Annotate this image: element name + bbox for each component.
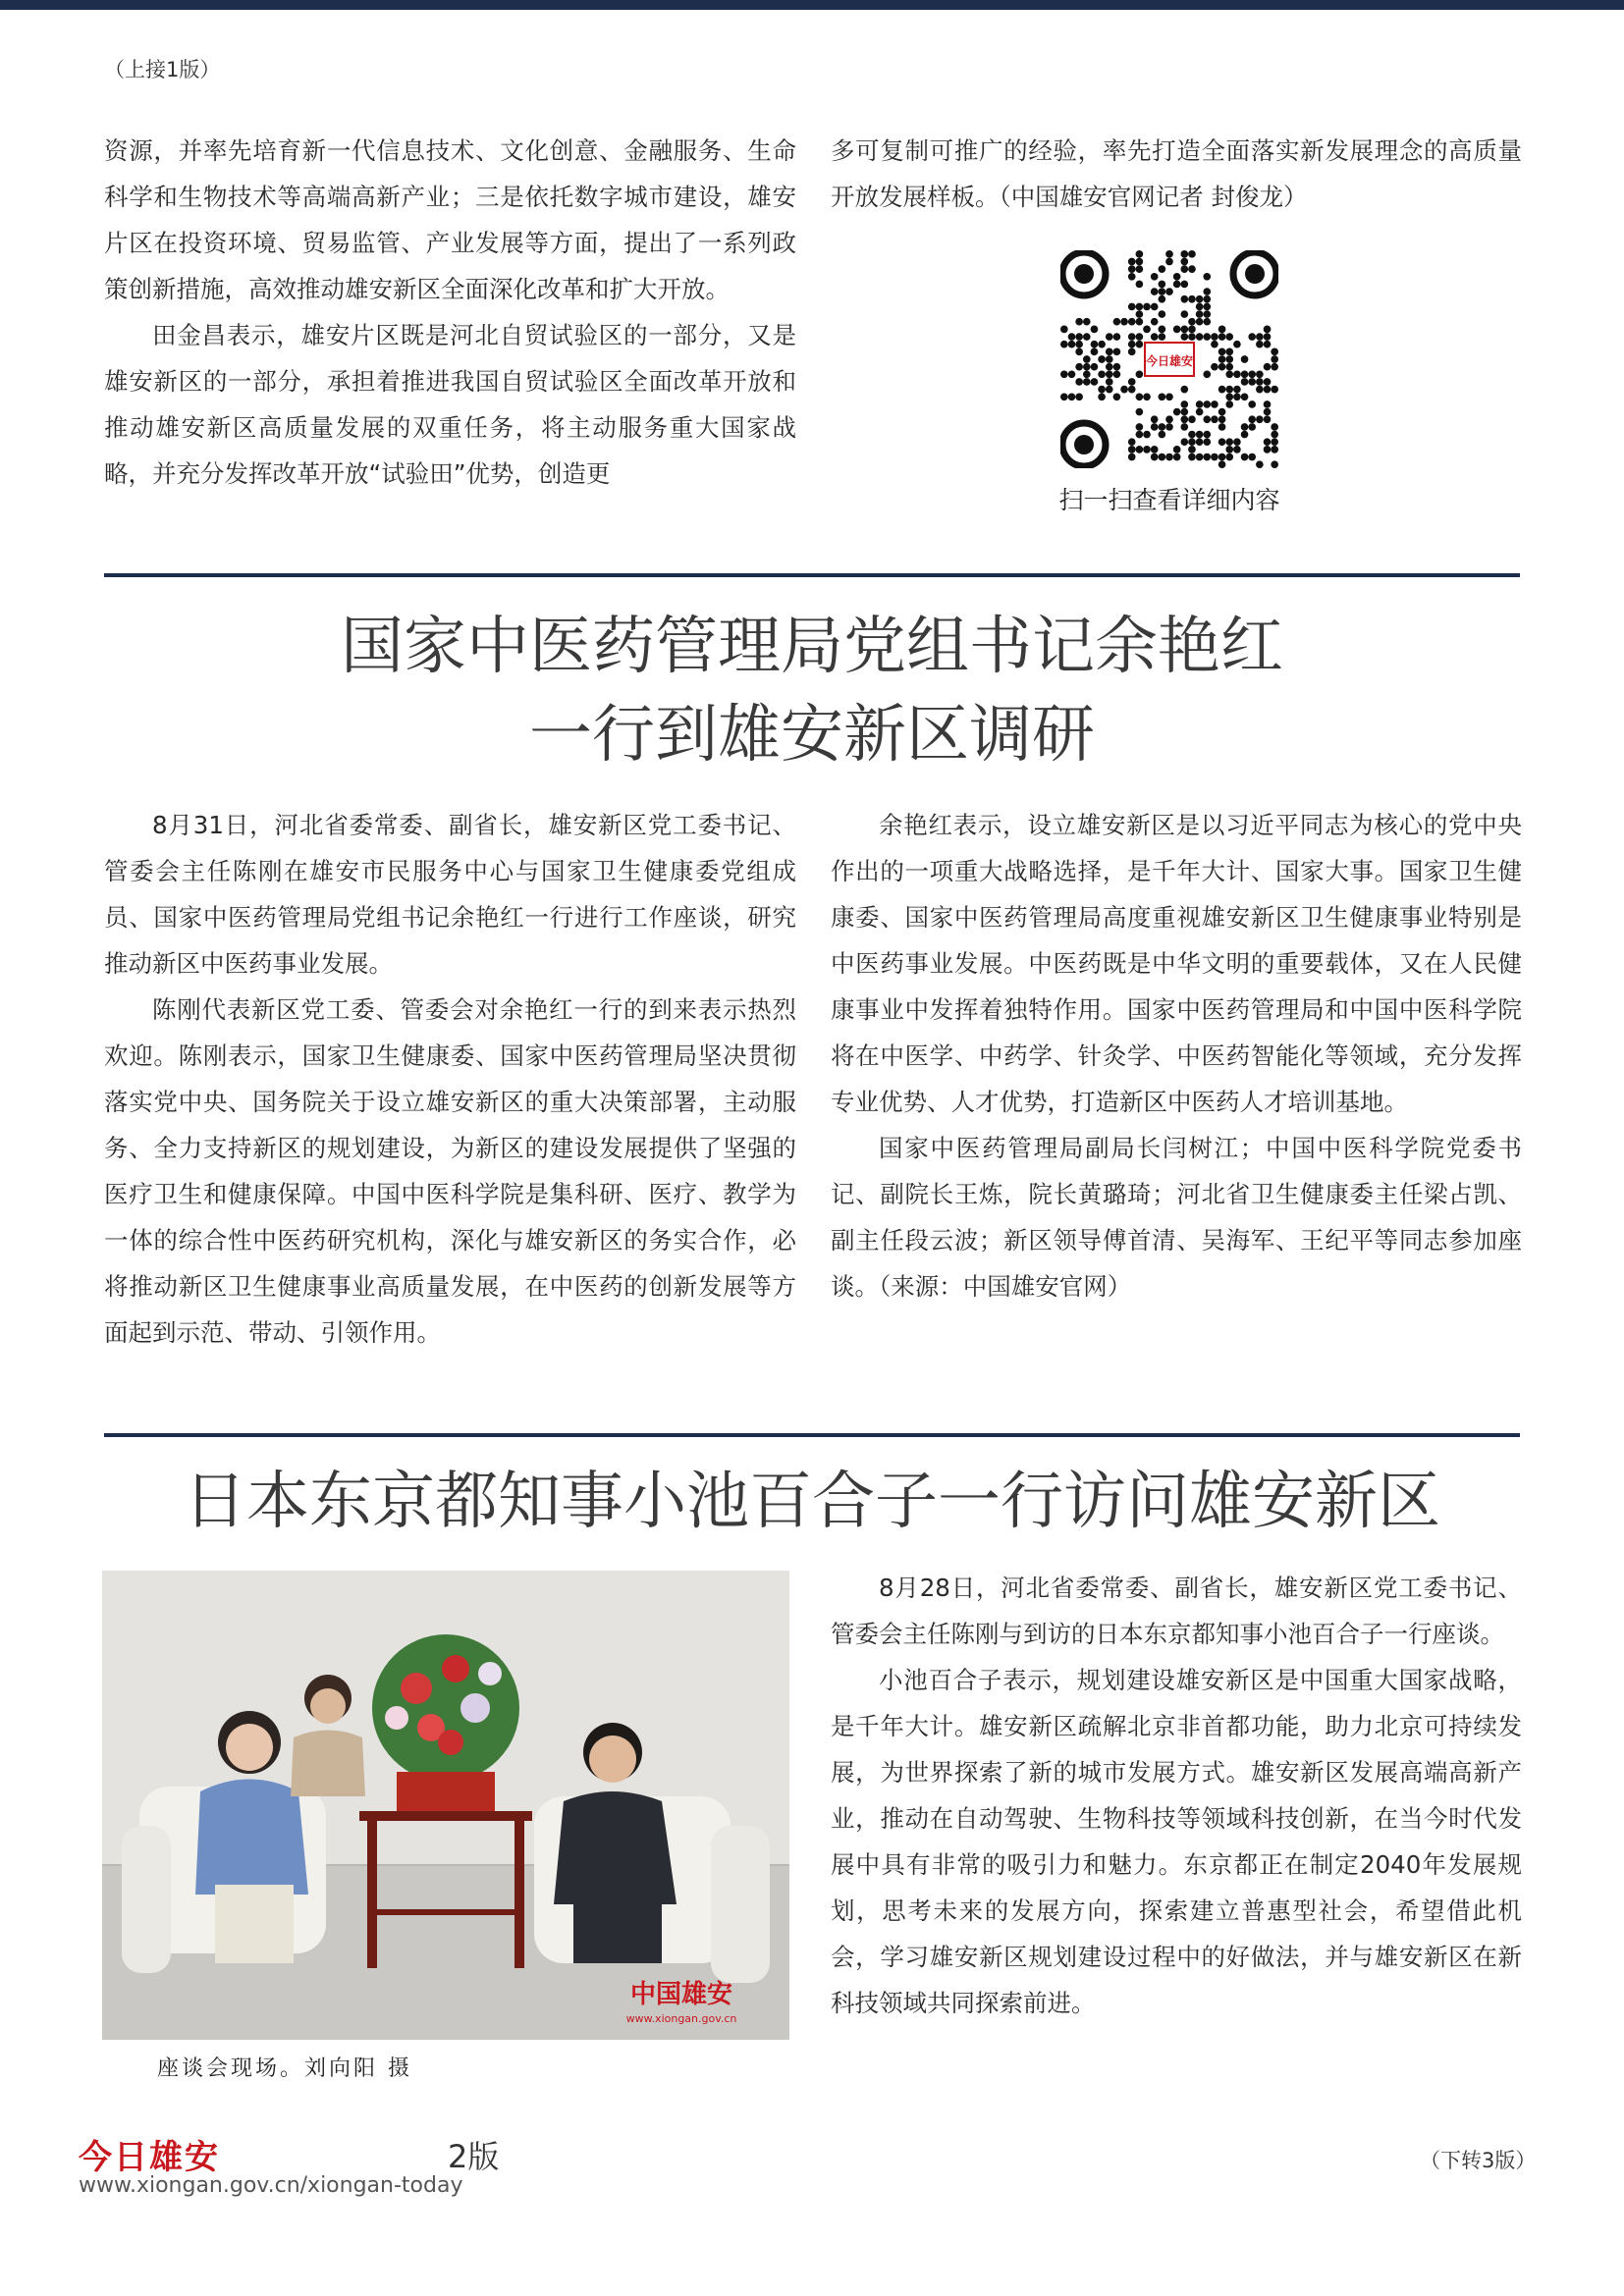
paragraph: 资源，并率先培育新一代信息技术、文化创意、金融服务、生命科学和生物技术等高端高新产业；三是依托数字城市建设，雄安片区在投资环境、贸易监管、产业发展等方面，提出了一系列政策创新措施，高效推动雄安新区全面深化改革和扩大开放。: [104, 136, 796, 303]
qr-code[interactable]: [1060, 250, 1278, 468]
meeting-photo-image: [102, 1571, 789, 2040]
photo-watermark: 中国雄安: [629, 1980, 733, 2009]
section-divider: [104, 1433, 1520, 1437]
article2-left-column: [104, 802, 796, 1356]
article3-title: 日本东京都知事小池百合子一行访问雄安新区: [184, 1466, 1440, 1538]
photo-caption: 座谈会现场。刘向阳 摄: [157, 2056, 412, 2081]
article1-right-column: [831, 128, 1522, 220]
paragraph: 余艳红表示，设立雄安新区是以习近平同志为核心的党中央作出的一项重大战略选择，是千年大计、国家大事。国家卫生健康委、国家中医药管理局高度重视雄安新区卫生健康事业特别是中医药事业发展。中医药既是中华文明的重要载体，又在人民健康事业中发挥着独特作用。国家中医药管理局和中国中医科学院将在中医学、中药学、针灸学、中医药智能化等领域，充分发挥专业优势、人才优势，打造新区中医药人才培训基地。: [831, 811, 1522, 1116]
photo-watermark-url: www.xiongan.gov.cn: [625, 2012, 737, 2025]
paragraph: 8月28日，河北省委常委、副省长，雄安新区党工委书记、管委会主任陈刚与到访的日本东京都知事小池百合子一行座谈。: [831, 1574, 1522, 1648]
footer-logo: 今日雄安: [79, 2138, 220, 2177]
qr-code-image: [1060, 250, 1278, 468]
meeting-photo: [102, 1571, 789, 2040]
section-divider: [104, 573, 1520, 577]
top-banner-bar: [0, 0, 1624, 10]
article2-right-column: [831, 802, 1522, 1309]
continued-from-label: （上接1版）: [104, 58, 221, 81]
paragraph: 陈刚代表新区党工委、管委会对余艳红一行的到来表示热烈欢迎。陈刚表示，国家卫生健康委、国家中医药管理局坚决贯彻落实党中央、国务院关于设立雄安新区的重大决策部署，主动服务、全力支持新区的规划建设，为新区的建设发展提供了坚强的医疗卫生和健康保障。中国中医科学院是集科研、医疗、教学为一体的综合性中医药研究机构，深化与雄安新区的务实合作，必将推动新区卫生健康事业高质量发展，在中医药的创新发展等方面起到示范、带动、引领作用。: [104, 995, 796, 1347]
qr-caption: 扫一扫查看详细内容: [1058, 486, 1280, 514]
article2-title-line1: 国家中医药管理局党组书记余艳红: [341, 611, 1283, 683]
continued-to-label: （下转3版）: [1420, 2149, 1537, 2172]
qr-logo-text: 今日雄安: [1145, 354, 1194, 368]
article2-title-line2: 一行到雄安新区调研: [529, 699, 1095, 772]
page-number: 2版: [448, 2138, 500, 2175]
paragraph: 小池百合子表示，规划建设雄安新区是中国重大国家战略，是千年大计。雄安新区疏解北京非首都功能，助力北京可持续发展，为世界探索了新的城市发展方式。雄安新区发展高端高新产业，推动在自动驾驶、生物科技等领域科技创新，在当今时代发展中具有非常的吸引力和魅力。东京都正在制定2040年发展规划，思考未来的发展方向，探索建立普惠型社会，希望借此机会，学习雄安新区规划建设过程中的好做法，并与雄安新区在新科技领域共同探索前进。: [831, 1666, 1522, 2017]
paragraph: 田金昌表示，雄安片区既是河北自贸试验区的一部分，又是雄安新区的一部分，承担着推进我国自贸试验区全面改革开放和推动雄安新区高质量发展的双重任务，将主动服务重大国家战略，并充分发挥改革开放“试验田”优势，创造更: [104, 321, 796, 488]
paragraph: 8月31日，河北省委常委、副省长，雄安新区党工委书记、管委会主任陈刚在雄安市民服务中心与国家卫生健康委党组成员、国家中医药管理局党组书记余艳红一行进行工作座谈，研究推动新区中医药事业发展。: [104, 811, 796, 978]
article3-right-column: [831, 1565, 1522, 2026]
paragraph: 多可复制可推广的经验，率先打造全面落实新发展理念的高质量开放发展样板。（中国雄安官网记者 封俊龙）: [831, 136, 1522, 211]
footer-url[interactable]: www.xiongan.gov.cn/xiongan-today: [79, 2173, 463, 2198]
paragraph: 国家中医药管理局副局长闫树江；中国中医科学院党委书记、副院长王炼，院长黄璐琦；河北省卫生健康委主任梁占凯、副主任段云波；新区领导傅首清、吴海军、王纪平等同志参加座谈。（来源：中国雄安官网）: [831, 1134, 1522, 1301]
article1-left-column: [104, 128, 796, 497]
